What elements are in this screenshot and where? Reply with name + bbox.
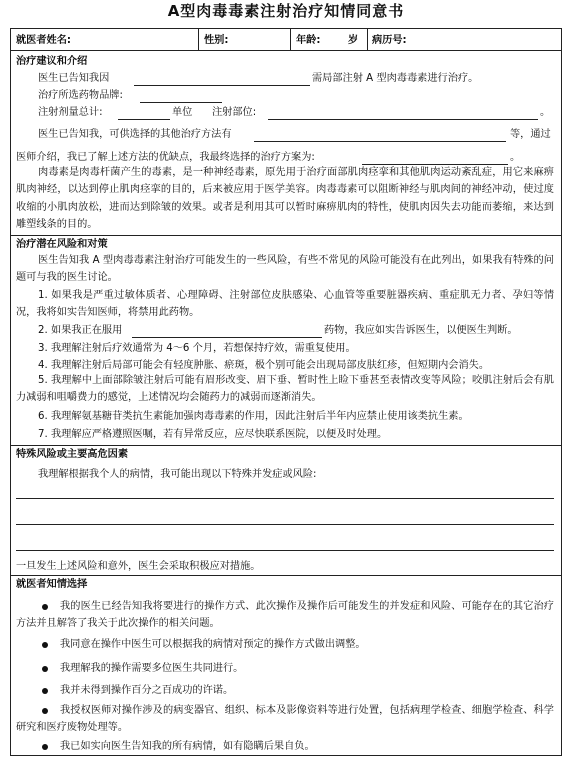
special-risks-intro: 我理解根据我个人的病情，我可能出现以下特殊并发症或风险:	[38, 469, 317, 480]
risk-item-5: 5. 我理解中上面部除皱注射后可能有眉形改变、眉下垂、暂时性上睑下垂甚至表情改变等风险；咬肌注射后会有肌力减弱和咀嚼费力的感觉，上述情况均会随药力的减弱而逐渐消失。	[16, 375, 554, 404]
row-divider	[10, 235, 562, 236]
brand-field[interactable]	[140, 102, 222, 103]
section-heading-special-risks: 特殊风险或主要高危因素	[16, 449, 129, 460]
record-number-label: 病历号:	[372, 35, 407, 46]
site-end: 。	[540, 107, 551, 118]
bullet-icon	[42, 666, 48, 672]
choice-statement-6: 我已如实向医生告知我的所有病情，如有隐瞒后果自负。	[60, 741, 315, 752]
risk-item-7: 7. 我理解应严格遵照医嘱，若有异常反应，应尽快联系医院，以便及时处理。	[38, 429, 388, 440]
diagnosis-field[interactable]	[134, 85, 310, 86]
alternatives-field[interactable]	[254, 141, 506, 142]
age-unit: 岁	[348, 35, 359, 46]
site-label: 注射部位:	[212, 107, 257, 118]
alternatives-prefix: 医生已告知我，可供选择的其他治疗方法有	[38, 129, 232, 140]
age-label: 年龄:	[296, 35, 321, 46]
special-risks-line[interactable]	[16, 550, 554, 551]
choice-statement-4: 我并未得到操作百分之百成功的许诺。	[60, 685, 234, 696]
choice-prefix: 医师介绍，我已了解上述方法的优缺点，我最终选择的治疗方案为:	[16, 152, 315, 163]
section-heading-risks: 治疗潜在风险和对策	[16, 239, 108, 250]
special-risks-footer: 一旦发生上述风险和意外，医生会采取积极应对措施。	[16, 561, 261, 572]
header-divider	[290, 28, 291, 50]
diagnosis-prefix: 医生已告知我因	[38, 73, 110, 84]
gender-label: 性别:	[204, 35, 229, 46]
special-risks-line[interactable]	[16, 524, 554, 525]
special-risks-line[interactable]	[16, 498, 554, 499]
header-divider	[367, 28, 368, 50]
bullet-icon	[42, 688, 48, 694]
choice-end: 。	[510, 152, 521, 163]
risk-item-1: 1. 如果我是严重过敏体质者、心理障碍、注射部位皮肤感染、心血管等重要脏器疾病、重症肌无力者、孕妇等情况，我将如实告知医师，将禁用此药物。	[16, 290, 554, 319]
choice-statement-2: 我同意在操作中医生可以根据我的病情对预定的操作方式做出调整。	[60, 639, 366, 650]
bullet-icon	[42, 642, 48, 648]
row-divider	[10, 50, 562, 51]
row-divider	[10, 445, 562, 446]
risk-intro: 医生告知我 A 型肉毒毒素注射治疗可能发生的一些风险，有些不常见的风险可能没有在此列出，如果我有特殊的问题可与我的医生讨论。	[16, 255, 554, 284]
choice-statement-5: 我授权医师对操作涉及的病变器官、组织、标本及影像资料等进行处置，包括病理学检查、细胞学检查、科学研究和医疗废物处理等。	[16, 705, 554, 734]
risk-item-6: 6. 我理解氨基糖苷类抗生素能加强肉毒毒素的作用，因此注射后半年内应禁止使用该类抗生素。	[38, 411, 469, 422]
bullet-icon	[42, 744, 48, 750]
dose-field[interactable]	[118, 119, 170, 120]
header-divider	[198, 28, 199, 50]
dose-unit: 单位	[172, 107, 193, 118]
dose-label: 注射剂量总计:	[38, 107, 103, 118]
botox-introduction: 肉毒素是肉毒杆菌产生的毒素，是一种神经毒素，原先用于治疗面部肌肉痉挛和其他肌肉运动紊乱症，用它来麻痹肌肉神经，以达到停止肌肉痉挛的目的，后来被应用于医学美容。肉毒毒素可以阻断神经与肌肉间的神经冲动，使过度收缩的小肌肉放松，进而达到除皱的效果。或者是利用其可以暂时麻痹肌肉的特性，使肌肉因失去功能而萎缩，来达到雕塑线条的目的。	[16, 167, 554, 230]
brand-label: 治疗所选药物品牌:	[38, 90, 123, 101]
risk-item-2-prefix: 2. 如果我正在服用	[38, 325, 123, 336]
diagnosis-suffix: 需局部注射 A 型肉毒毒素进行治疗。	[312, 73, 479, 84]
medication-field[interactable]	[132, 337, 322, 338]
section-heading-informed-choice: 就医者知情选择	[16, 579, 88, 590]
patient-name-label: 就医者姓名:	[16, 35, 72, 46]
risk-item-3: 3. 我理解注射后疗效通常为 4～6 个月，若想保持疗效，需重复使用。	[38, 343, 356, 354]
alternatives-suffix: 等，通过	[510, 129, 551, 140]
section-heading-treatment: 治疗建议和介绍	[16, 56, 88, 67]
document-title: A型肉毒毒素注射治疗知情同意书	[167, 2, 405, 20]
site-field[interactable]	[268, 119, 538, 120]
risk-item-2-suffix: 药物，我应如实告诉医生，以便医生判断。	[324, 325, 518, 336]
choice-statement-3: 我理解我的操作需要多位医生共同进行。	[60, 663, 244, 674]
choice-statement-1: 我的医生已经告知我将要进行的操作方式、此次操作及操作后可能发生的并发症和风险、可能存在的其它治疗方法并且解答了我关于此次操作的相关问题。	[16, 601, 554, 630]
row-divider	[10, 575, 562, 576]
risk-item-4: 4. 我理解注射后局部可能会有轻度肿胀、瘀斑，极个别可能会出现局部皮肤红疹，但短期内会消失。	[38, 360, 490, 371]
